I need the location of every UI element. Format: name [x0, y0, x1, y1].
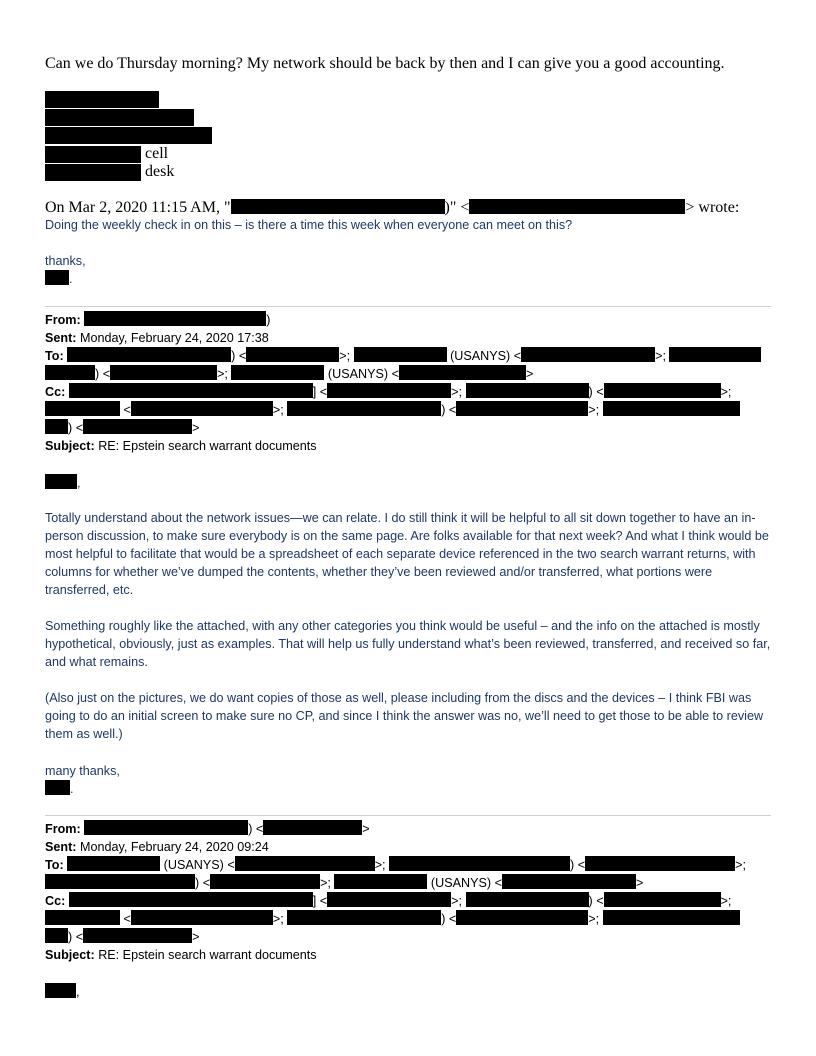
- email3-cc-line-1: Cc: ] < >; ) < >;: [45, 894, 732, 908]
- redaction: [585, 856, 735, 871]
- reply-top-text: Can we do Thursday morning? My network should be back by then and I can give you a good accounting.: [45, 55, 725, 72]
- redaction: [45, 127, 212, 144]
- email2-paragraph-1: Totally understand about the network issues—we can relate. I do still think it will be helpful to all sit down together to have an in-person discussion, to make sure everybody is on the same page. Are folks available for that next week? And what I think would be most helpful to facilitate that would be a spreadsheet of each separate device referenced in the two search warrant returns, with columns for whether we’ve dumped the contents, whether they’ve been reviewed and/or transferred, what portions were transferred, etc.: [45, 511, 769, 597]
- redaction: [389, 856, 570, 871]
- redaction: [45, 401, 120, 416]
- redaction: [466, 383, 589, 398]
- redaction: [287, 401, 441, 416]
- email3-to-line-2: ) < >; (USANYS) < >: [45, 874, 643, 892]
- redaction: [45, 928, 68, 943]
- redaction: [110, 365, 217, 380]
- redaction: [45, 146, 141, 163]
- redaction: [45, 270, 69, 285]
- redaction: [69, 383, 313, 398]
- redaction: [603, 910, 740, 925]
- desk-label: desk: [145, 163, 175, 180]
- email2-paragraph-3: (Also just on the pictures, we do want copies of those as well, please including from the discs and the devices – I think FBI was going to do an initial screen to make sure no CP, and since I think the answer was no, we’ll need to get those to be able to review them as well.): [45, 691, 764, 741]
- email3-from-line: From: ) < >: [45, 822, 370, 836]
- redaction: [231, 199, 445, 214]
- email2-closing: many thanks,: [45, 764, 120, 778]
- separator: [45, 815, 771, 816]
- email2-from-line: From: ): [45, 313, 271, 327]
- email2-cc-line-2: < >; ) < >;: [45, 401, 740, 419]
- email2-paragraph-2: Something roughly like the attached, with any other categories you think would be useful – and the info on the attached is mostly hypothetical, obviously, just as examples. That will help us fully understand what’s been reviewed, transferred, and received so far, and what remains.: [45, 619, 771, 669]
- redaction: [263, 820, 362, 835]
- redaction: [669, 347, 761, 362]
- redaction: [327, 383, 451, 398]
- redaction: [327, 892, 451, 907]
- email3-sent-line: Sent: Monday, February 24, 2020 09:24: [45, 840, 269, 854]
- redaction: [456, 910, 588, 925]
- redaction: [469, 199, 685, 214]
- email2-sent-line: Sent: Monday, February 24, 2020 17:38: [45, 331, 269, 345]
- redaction: [45, 780, 70, 795]
- quote-prefix: On Mar 2, 2020 11:15 AM, ": [45, 199, 231, 216]
- redaction: [84, 820, 248, 835]
- msg1-closing: thanks,: [45, 254, 86, 268]
- redaction: [45, 164, 141, 181]
- redaction: [521, 347, 655, 362]
- redaction: [354, 347, 447, 362]
- email3-cc-line-2: < >; ) < >;: [45, 910, 740, 928]
- redaction: [45, 874, 195, 889]
- redaction: [235, 856, 375, 871]
- email3-sent-date: Monday, February 24, 2020 09:24: [79, 840, 269, 854]
- redaction: [231, 365, 324, 380]
- quote-mid: )" <: [444, 199, 470, 216]
- email3-subject: RE: Epstein search warrant documents: [98, 948, 317, 962]
- redaction: [399, 365, 526, 380]
- email2-cc-line-1: Cc: ] < >; ) < >;: [45, 385, 732, 399]
- redaction: [84, 311, 266, 326]
- email2-cc-line-3: ) < >: [45, 419, 199, 437]
- email3-subject-line: Subject: RE: Epstein search warrant documents: [45, 948, 317, 962]
- redaction: [45, 474, 77, 489]
- quote-suffix: > wrote:: [685, 199, 740, 216]
- email3-greeting: ,: [45, 983, 80, 1001]
- redaction: [210, 874, 320, 889]
- redaction: [45, 419, 68, 434]
- redaction: [456, 401, 588, 416]
- email2-subject: RE: Epstein search warrant documents: [98, 439, 317, 453]
- email2-to-line-2: ) < >; (USANYS) < >: [45, 365, 533, 383]
- email2-sent-date: Monday, February 24, 2020 17:38: [79, 331, 269, 345]
- email3-cc-line-3: ) < >: [45, 928, 199, 946]
- redaction: [83, 419, 192, 434]
- redaction: [45, 365, 95, 380]
- redaction: [45, 91, 159, 108]
- redaction: [603, 401, 740, 416]
- redaction: [45, 109, 194, 126]
- email2-subject-line: Subject: RE: Epstein search warrant documents: [45, 439, 317, 453]
- msg1-signoff: .: [45, 270, 73, 288]
- redaction: [502, 874, 636, 889]
- quote-line: [45, 199, 739, 217]
- msg1-body: Doing the weekly check in on this – is there a time this week when everyone can meet on this?: [45, 218, 573, 232]
- redaction: [67, 856, 160, 871]
- redaction: [466, 892, 589, 907]
- email3-to-line-1: To: (USANYS) < >; ) < >;: [45, 858, 746, 872]
- email2-signoff: .: [45, 780, 74, 798]
- redaction: [45, 910, 120, 925]
- redaction: [83, 928, 192, 943]
- redaction: [334, 874, 427, 889]
- separator: [45, 306, 771, 307]
- redaction: [604, 892, 721, 907]
- redaction: [67, 347, 231, 362]
- redaction: [69, 892, 313, 907]
- email2-to-line-1: To: ) < >; (USANYS) < >;: [45, 347, 761, 365]
- redaction: [604, 383, 721, 398]
- redaction: [45, 983, 76, 998]
- email2-greeting: ,: [45, 474, 81, 492]
- cell-label: cell: [145, 145, 169, 162]
- redaction: [246, 347, 339, 362]
- redaction: [131, 910, 273, 925]
- redaction: [287, 910, 441, 925]
- redaction: [131, 401, 273, 416]
